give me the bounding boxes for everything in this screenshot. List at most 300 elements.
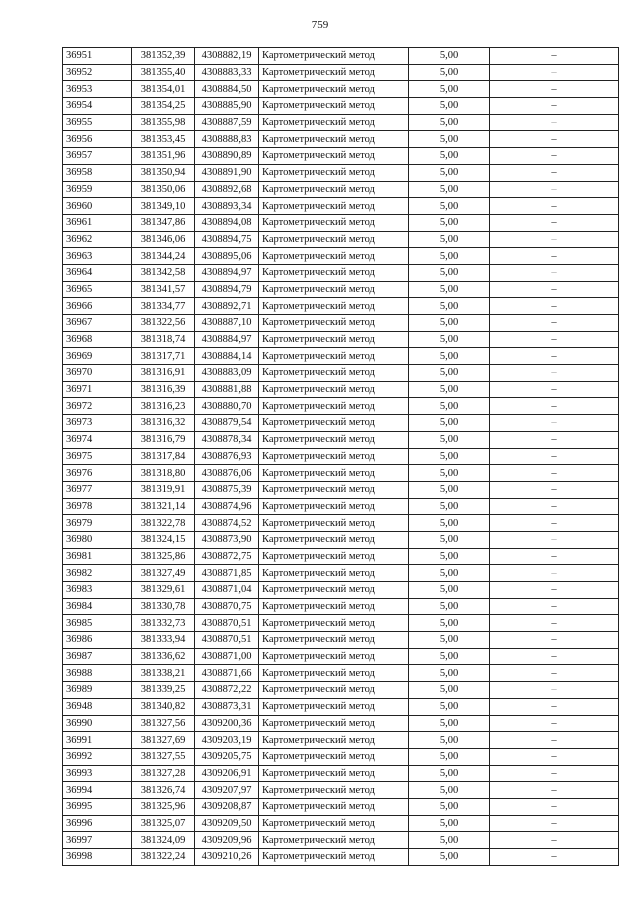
error-cell: 5,00	[409, 448, 490, 465]
y-coordinate-cell: 4309207,97	[195, 782, 259, 799]
error-cell: 5,00	[409, 98, 490, 115]
table-row	[63, 315, 619, 332]
description-cell: –	[490, 348, 619, 365]
point-number-cell: 36984	[63, 598, 132, 615]
method-cell: Картометрический метод	[259, 315, 409, 332]
point-number-cell: 36969	[63, 348, 132, 365]
x-coordinate-cell: 381347,86	[132, 214, 195, 231]
method-cell: Картометрический метод	[259, 465, 409, 482]
table-row	[63, 114, 619, 131]
y-coordinate-cell: 4308879,54	[195, 415, 259, 432]
x-coordinate-cell: 381340,82	[132, 698, 195, 715]
description-cell: –	[490, 365, 619, 382]
table-row	[63, 331, 619, 348]
x-coordinate-cell: 381350,94	[132, 164, 195, 181]
table-row	[63, 531, 619, 548]
table-row	[63, 715, 619, 732]
error-cell: 5,00	[409, 498, 490, 515]
error-cell: 5,00	[409, 582, 490, 599]
description-cell: –	[490, 698, 619, 715]
error-cell: 5,00	[409, 565, 490, 582]
error-cell: 5,00	[409, 698, 490, 715]
x-coordinate-cell: 381338,21	[132, 665, 195, 682]
method-cell: Картометрический метод	[259, 515, 409, 532]
table-row	[63, 565, 619, 582]
y-coordinate-cell: 4308872,22	[195, 682, 259, 699]
description-cell: –	[490, 198, 619, 215]
error-cell: 5,00	[409, 531, 490, 548]
description-cell: –	[490, 832, 619, 849]
description-cell: –	[490, 98, 619, 115]
method-cell: Картометрический метод	[259, 198, 409, 215]
description-cell: –	[490, 214, 619, 231]
error-cell: 5,00	[409, 348, 490, 365]
x-coordinate-cell: 381352,39	[132, 48, 195, 65]
method-cell: Картометрический метод	[259, 849, 409, 866]
table-row	[63, 164, 619, 181]
point-number-cell: 36968	[63, 331, 132, 348]
method-cell: Картометрический метод	[259, 381, 409, 398]
y-coordinate-cell: 4309206,91	[195, 765, 259, 782]
error-cell: 5,00	[409, 665, 490, 682]
table-row	[63, 465, 619, 482]
method-cell: Картометрический метод	[259, 431, 409, 448]
x-coordinate-cell: 381321,14	[132, 498, 195, 515]
y-coordinate-cell: 4308870,51	[195, 632, 259, 649]
point-number-cell: 36987	[63, 648, 132, 665]
table-row	[63, 782, 619, 799]
table-row	[63, 231, 619, 248]
method-cell: Картометрический метод	[259, 264, 409, 281]
x-coordinate-cell: 381317,84	[132, 448, 195, 465]
point-number-cell: 36986	[63, 632, 132, 649]
y-coordinate-cell: 4309203,19	[195, 732, 259, 749]
error-cell: 5,00	[409, 164, 490, 181]
table-row	[63, 98, 619, 115]
method-cell: Картометрический метод	[259, 348, 409, 365]
point-number-cell: 36960	[63, 198, 132, 215]
method-cell: Картометрический метод	[259, 148, 409, 165]
x-coordinate-cell: 381316,23	[132, 398, 195, 415]
method-cell: Картометрический метод	[259, 548, 409, 565]
x-coordinate-cell: 381325,86	[132, 548, 195, 565]
x-coordinate-cell: 381325,96	[132, 798, 195, 815]
description-cell: –	[490, 632, 619, 649]
description-cell: –	[490, 131, 619, 148]
error-cell: 5,00	[409, 331, 490, 348]
y-coordinate-cell: 4308885,90	[195, 98, 259, 115]
point-number-cell: 36971	[63, 381, 132, 398]
point-number-cell: 36951	[63, 48, 132, 65]
point-number-cell: 36982	[63, 565, 132, 582]
point-number-cell: 36956	[63, 131, 132, 148]
point-number-cell: 36954	[63, 98, 132, 115]
table-row	[63, 248, 619, 265]
y-coordinate-cell: 4308875,39	[195, 481, 259, 498]
error-cell: 5,00	[409, 615, 490, 632]
table-row	[63, 748, 619, 765]
table-row	[63, 798, 619, 815]
table-row	[63, 214, 619, 231]
method-cell: Картометрический метод	[259, 582, 409, 599]
error-cell: 5,00	[409, 682, 490, 699]
y-coordinate-cell: 4308884,97	[195, 331, 259, 348]
table-row	[63, 832, 619, 849]
method-cell: Картометрический метод	[259, 415, 409, 432]
error-cell: 5,00	[409, 48, 490, 65]
table-body	[63, 48, 619, 866]
method-cell: Картометрический метод	[259, 665, 409, 682]
x-coordinate-cell: 381333,94	[132, 632, 195, 649]
point-number-cell: 36979	[63, 515, 132, 532]
method-cell: Картометрический метод	[259, 732, 409, 749]
method-cell: Картометрический метод	[259, 748, 409, 765]
description-cell: –	[490, 431, 619, 448]
description-cell: –	[490, 81, 619, 98]
x-coordinate-cell: 381355,40	[132, 64, 195, 81]
description-cell: –	[490, 598, 619, 615]
table-row	[63, 64, 619, 81]
method-cell: Картометрический метод	[259, 281, 409, 298]
point-number-cell: 36998	[63, 849, 132, 866]
method-cell: Картометрический метод	[259, 214, 409, 231]
point-number-cell: 36991	[63, 732, 132, 749]
y-coordinate-cell: 4308882,19	[195, 48, 259, 65]
x-coordinate-cell: 381327,69	[132, 732, 195, 749]
x-coordinate-cell: 381316,91	[132, 365, 195, 382]
point-number-cell: 36974	[63, 431, 132, 448]
method-cell: Картометрический метод	[259, 181, 409, 198]
description-cell: –	[490, 264, 619, 281]
method-cell: Картометрический метод	[259, 815, 409, 832]
table-row	[63, 448, 619, 465]
point-number-cell: 36978	[63, 498, 132, 515]
x-coordinate-cell: 381351,96	[132, 148, 195, 165]
y-coordinate-cell: 4308872,75	[195, 548, 259, 565]
point-number-cell: 36961	[63, 214, 132, 231]
description-cell: –	[490, 64, 619, 81]
error-cell: 5,00	[409, 64, 490, 81]
table-row	[63, 648, 619, 665]
table-row	[63, 398, 619, 415]
y-coordinate-cell: 4308871,00	[195, 648, 259, 665]
point-number-cell: 36948	[63, 698, 132, 715]
error-cell: 5,00	[409, 465, 490, 482]
y-coordinate-cell: 4308894,08	[195, 214, 259, 231]
point-number-cell: 36996	[63, 815, 132, 832]
y-coordinate-cell: 4308894,75	[195, 231, 259, 248]
y-coordinate-cell: 4308874,96	[195, 498, 259, 515]
error-cell: 5,00	[409, 748, 490, 765]
table-row	[63, 765, 619, 782]
method-cell: Картометрический метод	[259, 114, 409, 131]
table-row	[63, 381, 619, 398]
error-cell: 5,00	[409, 782, 490, 799]
description-cell: –	[490, 415, 619, 432]
description-cell: –	[490, 248, 619, 265]
x-coordinate-cell: 381318,80	[132, 465, 195, 482]
x-coordinate-cell: 381342,58	[132, 264, 195, 281]
table-row	[63, 348, 619, 365]
y-coordinate-cell: 4308888,83	[195, 131, 259, 148]
point-number-cell: 36973	[63, 415, 132, 432]
x-coordinate-cell: 381336,62	[132, 648, 195, 665]
y-coordinate-cell: 4308874,52	[195, 515, 259, 532]
table-row	[63, 665, 619, 682]
error-cell: 5,00	[409, 481, 490, 498]
method-cell: Картометрический метод	[259, 131, 409, 148]
error-cell: 5,00	[409, 231, 490, 248]
method-cell: Картометрический метод	[259, 648, 409, 665]
description-cell: –	[490, 164, 619, 181]
table-row	[63, 81, 619, 98]
description-cell: –	[490, 381, 619, 398]
error-cell: 5,00	[409, 415, 490, 432]
method-cell: Картометрический метод	[259, 448, 409, 465]
error-cell: 5,00	[409, 515, 490, 532]
point-number-cell: 36983	[63, 582, 132, 599]
table-row	[63, 148, 619, 165]
point-number-cell: 36966	[63, 298, 132, 315]
y-coordinate-cell: 4308894,97	[195, 264, 259, 281]
method-cell: Картометрический метод	[259, 531, 409, 548]
point-number-cell: 36972	[63, 398, 132, 415]
table-row	[63, 281, 619, 298]
error-cell: 5,00	[409, 648, 490, 665]
x-coordinate-cell: 381329,61	[132, 582, 195, 599]
point-number-cell: 36988	[63, 665, 132, 682]
y-coordinate-cell: 4308891,90	[195, 164, 259, 181]
error-cell: 5,00	[409, 798, 490, 815]
description-cell: –	[490, 515, 619, 532]
point-number-cell: 36975	[63, 448, 132, 465]
error-cell: 5,00	[409, 849, 490, 866]
table-row	[63, 815, 619, 832]
description-cell: –	[490, 548, 619, 565]
point-number-cell: 36980	[63, 531, 132, 548]
table-row	[63, 548, 619, 565]
x-coordinate-cell: 381353,45	[132, 131, 195, 148]
x-coordinate-cell: 381324,09	[132, 832, 195, 849]
method-cell: Картометрический метод	[259, 798, 409, 815]
x-coordinate-cell: 381316,79	[132, 431, 195, 448]
table-row	[63, 181, 619, 198]
y-coordinate-cell: 4309209,50	[195, 815, 259, 832]
x-coordinate-cell: 381341,57	[132, 281, 195, 298]
error-cell: 5,00	[409, 281, 490, 298]
table-row	[63, 515, 619, 532]
description-cell: –	[490, 732, 619, 749]
y-coordinate-cell: 4308880,70	[195, 398, 259, 415]
x-coordinate-cell: 381327,55	[132, 748, 195, 765]
point-number-cell: 36957	[63, 148, 132, 165]
table-row	[63, 365, 619, 382]
description-cell: –	[490, 181, 619, 198]
description-cell: –	[490, 665, 619, 682]
point-number-cell: 36963	[63, 248, 132, 265]
x-coordinate-cell: 381316,39	[132, 381, 195, 398]
point-number-cell: 36962	[63, 231, 132, 248]
error-cell: 5,00	[409, 398, 490, 415]
point-number-cell: 36967	[63, 315, 132, 332]
y-coordinate-cell: 4308894,79	[195, 281, 259, 298]
error-cell: 5,00	[409, 248, 490, 265]
method-cell: Картометрический метод	[259, 615, 409, 632]
y-coordinate-cell: 4308871,04	[195, 582, 259, 599]
y-coordinate-cell: 4308873,90	[195, 531, 259, 548]
method-cell: Картометрический метод	[259, 365, 409, 382]
error-cell: 5,00	[409, 815, 490, 832]
description-cell: –	[490, 648, 619, 665]
description-cell: –	[490, 498, 619, 515]
x-coordinate-cell: 381349,10	[132, 198, 195, 215]
description-cell: –	[490, 398, 619, 415]
point-number-cell: 36985	[63, 615, 132, 632]
error-cell: 5,00	[409, 131, 490, 148]
y-coordinate-cell: 4308881,88	[195, 381, 259, 398]
error-cell: 5,00	[409, 198, 490, 215]
table-row	[63, 632, 619, 649]
description-cell: –	[490, 114, 619, 131]
error-cell: 5,00	[409, 632, 490, 649]
description-cell: –	[490, 748, 619, 765]
description-cell: –	[490, 315, 619, 332]
y-coordinate-cell: 4308883,09	[195, 365, 259, 382]
error-cell: 5,00	[409, 732, 490, 749]
description-cell: –	[490, 465, 619, 482]
x-coordinate-cell: 381332,73	[132, 615, 195, 632]
page-number: 759	[311, 19, 329, 31]
point-number-cell: 36965	[63, 281, 132, 298]
y-coordinate-cell: 4308884,14	[195, 348, 259, 365]
description-cell: –	[490, 582, 619, 599]
y-coordinate-cell: 4308873,31	[195, 698, 259, 715]
table-row	[63, 615, 619, 632]
description-cell: –	[490, 481, 619, 498]
y-coordinate-cell: 4309210,26	[195, 849, 259, 866]
x-coordinate-cell: 381334,77	[132, 298, 195, 315]
table-row	[63, 598, 619, 615]
x-coordinate-cell: 381326,74	[132, 782, 195, 799]
y-coordinate-cell: 4308876,93	[195, 448, 259, 465]
x-coordinate-cell: 381339,25	[132, 682, 195, 699]
description-cell: –	[490, 565, 619, 582]
y-coordinate-cell: 4308871,66	[195, 665, 259, 682]
description-cell: –	[490, 281, 619, 298]
description-cell: –	[490, 231, 619, 248]
error-cell: 5,00	[409, 181, 490, 198]
y-coordinate-cell: 4308893,34	[195, 198, 259, 215]
point-number-cell: 36977	[63, 481, 132, 498]
y-coordinate-cell: 4308883,33	[195, 64, 259, 81]
x-coordinate-cell: 381346,06	[132, 231, 195, 248]
point-number-cell: 36992	[63, 748, 132, 765]
table-row	[63, 264, 619, 281]
table-row	[63, 698, 619, 715]
error-cell: 5,00	[409, 214, 490, 231]
method-cell: Картометрический метод	[259, 598, 409, 615]
method-cell: Картометрический метод	[259, 164, 409, 181]
point-number-cell: 36981	[63, 548, 132, 565]
method-cell: Картометрический метод	[259, 715, 409, 732]
x-coordinate-cell: 381327,49	[132, 565, 195, 582]
x-coordinate-cell: 381322,24	[132, 849, 195, 866]
error-cell: 5,00	[409, 431, 490, 448]
x-coordinate-cell: 381354,01	[132, 81, 195, 98]
description-cell: –	[490, 298, 619, 315]
y-coordinate-cell: 4308884,50	[195, 81, 259, 98]
method-cell: Картометрический метод	[259, 298, 409, 315]
point-number-cell: 36989	[63, 682, 132, 699]
point-number-cell: 36958	[63, 164, 132, 181]
point-number-cell: 36997	[63, 832, 132, 849]
x-coordinate-cell: 381354,25	[132, 98, 195, 115]
method-cell: Картометрический метод	[259, 765, 409, 782]
x-coordinate-cell: 381322,78	[132, 515, 195, 532]
point-number-cell: 36955	[63, 114, 132, 131]
y-coordinate-cell: 4308878,34	[195, 431, 259, 448]
x-coordinate-cell: 381355,98	[132, 114, 195, 131]
table-row	[63, 498, 619, 515]
description-cell: –	[490, 48, 619, 65]
error-cell: 5,00	[409, 715, 490, 732]
x-coordinate-cell: 381327,28	[132, 765, 195, 782]
error-cell: 5,00	[409, 264, 490, 281]
description-cell: –	[490, 798, 619, 815]
error-cell: 5,00	[409, 832, 490, 849]
y-coordinate-cell: 4308892,68	[195, 181, 259, 198]
error-cell: 5,00	[409, 765, 490, 782]
point-number-cell: 36952	[63, 64, 132, 81]
x-coordinate-cell: 381319,91	[132, 481, 195, 498]
error-cell: 5,00	[409, 381, 490, 398]
table-row	[63, 198, 619, 215]
table-row	[63, 431, 619, 448]
method-cell: Картометрический метод	[259, 398, 409, 415]
y-coordinate-cell: 4308887,59	[195, 114, 259, 131]
point-number-cell: 36995	[63, 798, 132, 815]
table-row	[63, 415, 619, 432]
description-cell: –	[490, 765, 619, 782]
method-cell: Картометрический метод	[259, 632, 409, 649]
method-cell: Картометрический метод	[259, 481, 409, 498]
method-cell: Картометрический метод	[259, 48, 409, 65]
point-number-cell: 36990	[63, 715, 132, 732]
y-coordinate-cell: 4309205,75	[195, 748, 259, 765]
method-cell: Картометрический метод	[259, 498, 409, 515]
x-coordinate-cell: 381325,07	[132, 815, 195, 832]
y-coordinate-cell: 4308870,51	[195, 615, 259, 632]
description-cell: –	[490, 331, 619, 348]
x-coordinate-cell: 381318,74	[132, 331, 195, 348]
y-coordinate-cell: 4308895,06	[195, 248, 259, 265]
method-cell: Картометрический метод	[259, 682, 409, 699]
y-coordinate-cell: 4308892,71	[195, 298, 259, 315]
table-row	[63, 131, 619, 148]
error-cell: 5,00	[409, 298, 490, 315]
point-number-cell: 36994	[63, 782, 132, 799]
method-cell: Картометрический метод	[259, 698, 409, 715]
point-number-cell: 36970	[63, 365, 132, 382]
error-cell: 5,00	[409, 148, 490, 165]
table-row	[63, 298, 619, 315]
y-coordinate-cell: 4308890,89	[195, 148, 259, 165]
method-cell: Картометрический метод	[259, 782, 409, 799]
error-cell: 5,00	[409, 81, 490, 98]
error-cell: 5,00	[409, 548, 490, 565]
description-cell: –	[490, 148, 619, 165]
description-cell: –	[490, 715, 619, 732]
